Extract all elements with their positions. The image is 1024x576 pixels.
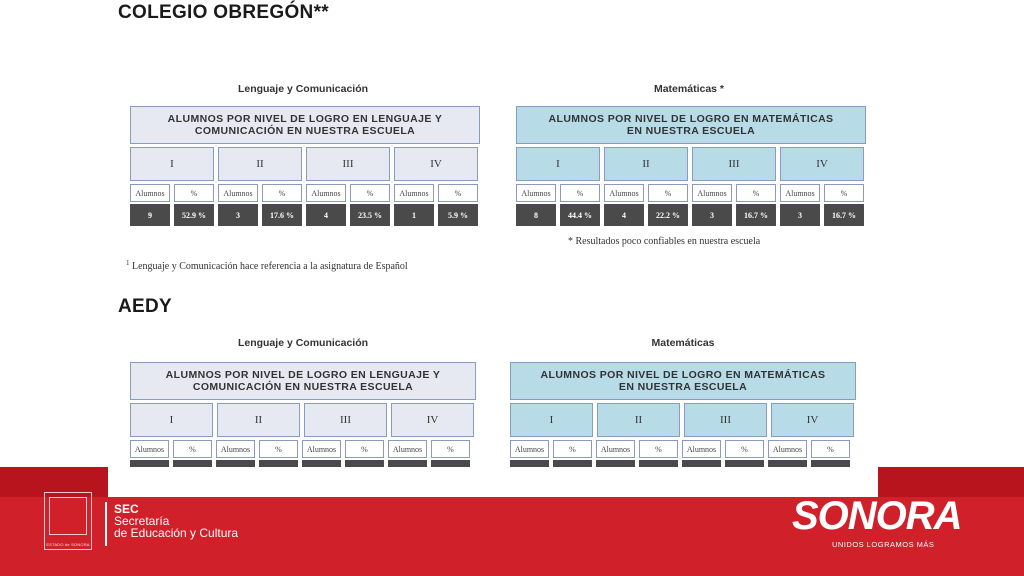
- column-label-percent: %: [560, 184, 600, 202]
- column-label-percent: %: [259, 440, 298, 458]
- level-cell: IV: [780, 147, 864, 181]
- column-label-percent: %: [345, 440, 384, 458]
- value-alumnos: 4: [306, 204, 346, 226]
- level-cell: II: [217, 403, 300, 437]
- level-row: [510, 403, 856, 437]
- column-label-alumnos: Alumnos: [306, 184, 346, 202]
- table-lenguaje-obregon: [130, 106, 480, 226]
- value-percent: 16.7 %: [824, 204, 864, 226]
- level-cell: II: [218, 147, 302, 181]
- sec-logo-text: [114, 503, 238, 539]
- column-label-row: [510, 440, 856, 458]
- column-label-alumnos: Alumnos: [388, 440, 427, 458]
- content-bottom-band: [108, 467, 878, 497]
- level-cell: II: [597, 403, 680, 437]
- table-header-line: EN NUESTRA ESCUELA: [618, 381, 748, 393]
- column-label-alumnos: Alumnos: [692, 184, 732, 202]
- column-label-alumnos: Alumnos: [130, 184, 170, 202]
- value-percent: 5.9 %: [438, 204, 478, 226]
- value-alumnos: 3: [218, 204, 258, 226]
- value-alumnos: 3: [780, 204, 820, 226]
- value-row: [130, 204, 480, 226]
- value-alumnos: 3: [692, 204, 732, 226]
- subject-label-lenguaje: Lenguaje y Comunicación: [237, 337, 369, 349]
- level-cell: III: [692, 147, 776, 181]
- footer-accent-right: [874, 467, 1024, 497]
- value-percent: 16.7 %: [736, 204, 776, 226]
- column-label-percent: %: [648, 184, 688, 202]
- value-percent: 17.6 %: [262, 204, 302, 226]
- column-label-percent: %: [811, 440, 850, 458]
- level-cell: III: [304, 403, 387, 437]
- column-label-percent: %: [824, 184, 864, 202]
- table-header: [130, 106, 480, 144]
- level-row: [516, 147, 866, 181]
- sec-name-line1: Secretaría: [114, 514, 170, 528]
- table-lenguaje-aedy: [130, 362, 476, 482]
- table-header-line: EN NUESTRA ESCUELA: [626, 125, 756, 137]
- column-label-percent: %: [438, 184, 478, 202]
- level-cell: I: [516, 147, 600, 181]
- table-matematicas-aedy: [510, 362, 856, 482]
- column-label-alumnos: Alumnos: [596, 440, 635, 458]
- subject-label-matematicas: Matemáticas: [651, 337, 715, 349]
- sec-abbreviation: SEC: [114, 502, 139, 516]
- column-label-alumnos: Alumnos: [130, 440, 169, 458]
- table-header-line: COMUNICACIÓN EN NUESTRA ESCUELA: [194, 125, 416, 137]
- footer-divider: [105, 502, 107, 546]
- level-cell: III: [684, 403, 767, 437]
- column-label-alumnos: Alumnos: [218, 184, 258, 202]
- level-cell: IV: [771, 403, 854, 437]
- table-header: [510, 362, 856, 400]
- sec-name-line2: de Educación y Cultura: [114, 526, 239, 540]
- column-label-percent: %: [725, 440, 764, 458]
- footnote-text: Lenguaje y Comunicación hace referencia a la asignatura de Español: [132, 261, 408, 273]
- column-label-alumnos: Alumnos: [516, 184, 556, 202]
- column-label-row: [130, 184, 480, 202]
- level-cell: I: [510, 403, 593, 437]
- sonora-seal-icon: [44, 492, 92, 550]
- column-label-alumnos: Alumnos: [604, 184, 644, 202]
- sonora-tagline: UNIDOS LOGRAMOS MÁS: [832, 540, 935, 549]
- column-label-percent: %: [639, 440, 678, 458]
- column-label-percent: %: [350, 184, 390, 202]
- table-header-line: ALUMNOS POR NIVEL DE LOGRO EN LENGUAJE Y: [165, 369, 441, 381]
- math-reliability-note: * Resultados poco confiables en nuestra escuela: [568, 236, 761, 247]
- value-percent: 44.4 %: [560, 204, 600, 226]
- column-label-percent: %: [553, 440, 592, 458]
- column-label-percent: %: [173, 440, 212, 458]
- level-cell: I: [130, 403, 213, 437]
- value-percent: 23.5 %: [350, 204, 390, 226]
- school-title-colegio-obregon: COLEGIO OBREGÓN**: [118, 2, 329, 23]
- value-alumnos: 4: [604, 204, 644, 226]
- value-alumnos: 8: [516, 204, 556, 226]
- column-label-alumnos: Alumnos: [682, 440, 721, 458]
- column-label-percent: %: [262, 184, 302, 202]
- school-title-aedy: AEDY: [118, 296, 172, 317]
- footnote-mark: 1: [126, 259, 130, 267]
- table-header: [516, 106, 866, 144]
- subject-label-lenguaje: Lenguaje y Comunicación: [237, 83, 369, 95]
- level-row: [130, 147, 480, 181]
- value-alumnos: 1: [394, 204, 434, 226]
- column-label-alumnos: Alumnos: [216, 440, 255, 458]
- value-row: [516, 204, 866, 226]
- level-cell: IV: [394, 147, 478, 181]
- column-label-alumnos: Alumnos: [302, 440, 341, 458]
- level-cell: I: [130, 147, 214, 181]
- value-percent: 22.2 %: [648, 204, 688, 226]
- column-label-alumnos: Alumnos: [780, 184, 820, 202]
- level-cell: II: [604, 147, 688, 181]
- table-header: [130, 362, 476, 400]
- column-label-alumnos: Alumnos: [768, 440, 807, 458]
- column-label-percent: %: [736, 184, 776, 202]
- table-header-line: ALUMNOS POR NIVEL DE LOGRO EN LENGUAJE Y: [167, 113, 443, 125]
- sonora-brand-logo: SONORA: [792, 494, 962, 538]
- value-percent: 52.9 %: [174, 204, 214, 226]
- level-cell: III: [306, 147, 390, 181]
- column-label-percent: %: [431, 440, 470, 458]
- table-header-line: COMUNICACIÓN EN NUESTRA ESCUELA: [192, 381, 414, 393]
- subject-label-matematicas: Matemáticas *: [653, 83, 725, 95]
- column-label-row: [516, 184, 866, 202]
- seal-shield-icon: [49, 497, 87, 535]
- footnote-lenguaje: [126, 259, 408, 272]
- table-header-line: ALUMNOS POR NIVEL DE LOGRO EN MATEMÁTICAS: [548, 113, 834, 125]
- column-label-percent: %: [174, 184, 214, 202]
- column-label-alumnos: Alumnos: [394, 184, 434, 202]
- column-label-row: [130, 440, 476, 458]
- level-cell: IV: [391, 403, 474, 437]
- level-row: [130, 403, 476, 437]
- value-alumnos: 9: [130, 204, 170, 226]
- table-matematicas-obregon: [516, 106, 866, 226]
- table-header-line: ALUMNOS POR NIVEL DE LOGRO EN MATEMÁTICAS: [540, 369, 826, 381]
- column-label-alumnos: Alumnos: [510, 440, 549, 458]
- seal-caption: ESTADO de SONORA: [46, 542, 90, 547]
